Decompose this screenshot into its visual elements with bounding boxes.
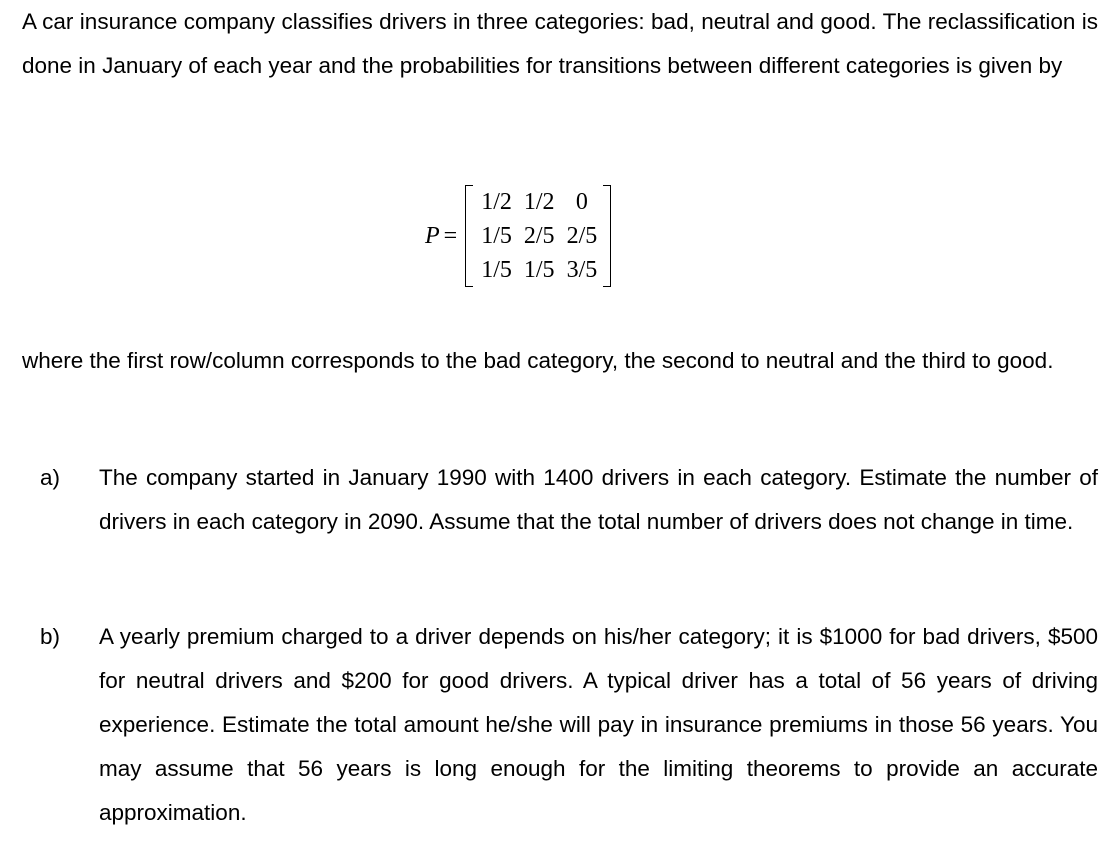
matrix-symbol: P [425, 222, 440, 249]
left-bracket [465, 185, 473, 287]
where-paragraph: where the first row/column corresponds to the bad category, the second to neutral and the third to good. [22, 348, 1054, 373]
matrix-cell: 1/2 [523, 189, 555, 215]
matrix-cell: 3/5 [566, 257, 598, 283]
equals-sign: = [443, 222, 458, 249]
transition-matrix [465, 185, 611, 287]
matrix-row [475, 253, 603, 287]
transition-matrix-equation [425, 182, 611, 290]
item-label: b) [40, 624, 61, 649]
item-label: a) [40, 465, 61, 490]
matrix-cell: 1/5 [481, 257, 512, 283]
item-text: A yearly premium charged to a driver depends on his/her category; it is $1000 for bad drivers, $500 for neutral drivers and $200 for good drivers. A typical driver has a total of 56 years of driving experience. Estimate the total amount he/she will pay in insurance premiums in those 56 years. You may assume that 56 years is long enough for the limiting theorems to provide an accurate approximation. [99, 624, 1098, 825]
matrix-cell: 1/5 [481, 223, 512, 249]
matrix-row [475, 219, 603, 253]
matrix-lhs [425, 223, 457, 250]
matrix-cell: 2/5 [566, 223, 598, 249]
matrix-table [475, 185, 603, 287]
matrix-cell: 1/5 [523, 257, 555, 283]
matrix-cell: 2/5 [523, 223, 555, 249]
item-text: The company started in January 1990 with 1400 drivers in each category. Estimate the number of drivers in each category in 2090. Assume that the total number of drivers does not change in time. [99, 465, 1098, 534]
matrix-row [475, 185, 603, 219]
matrix-cell: 0 [575, 189, 588, 215]
right-bracket [603, 185, 611, 287]
intro-paragraph: A car insurance company classifies drivers in three categories: bad, neutral and good. The reclassification is done in January of each year and the probabilities for transitions between different categories is given by [22, 9, 1098, 78]
matrix-cell: 1/2 [481, 189, 512, 215]
